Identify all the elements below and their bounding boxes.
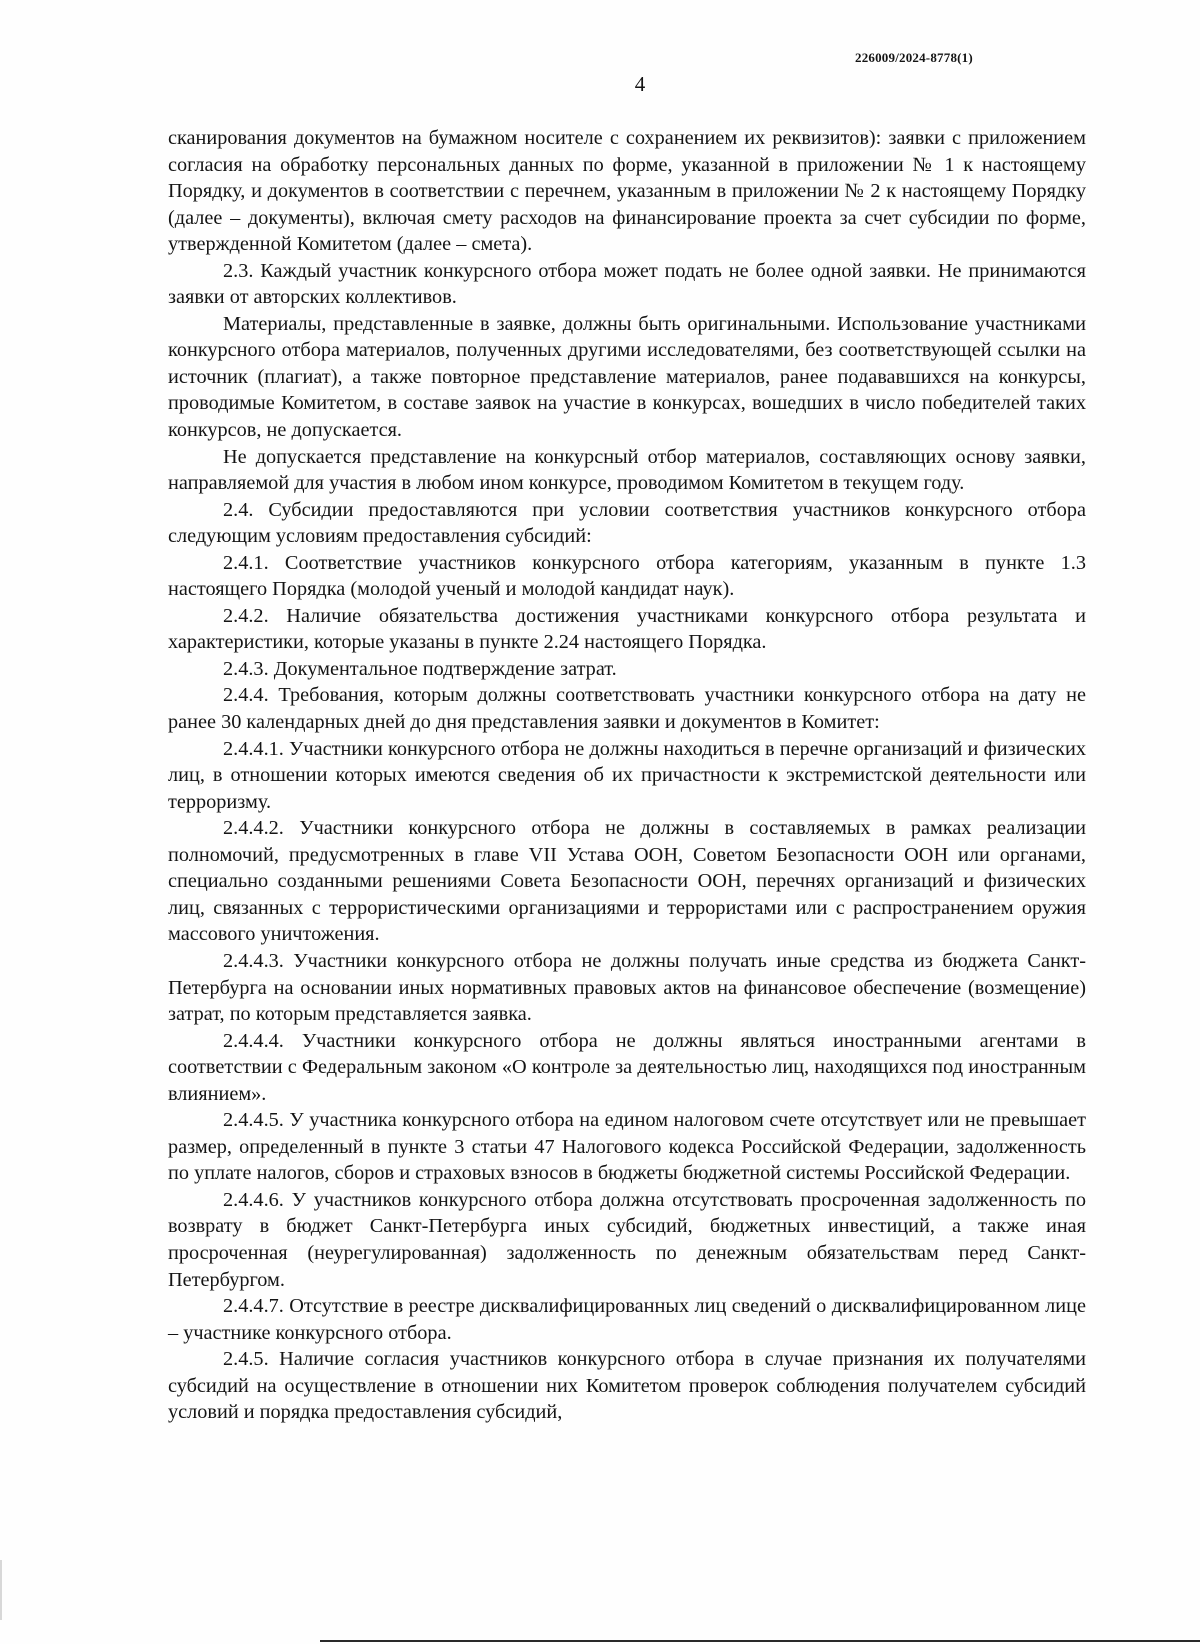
document-registration-number: 226009/2024-8778(1) — [855, 50, 973, 65]
document-body — [168, 125, 1086, 1426]
paragraph-2-4-4-6: 2.4.4.6. У участников конкурсного отбора должна отсутствовать просроченная задолженность по возврату в бюджет Санкт-Петербурга иных субсидий, бюджетных инвестиций, а также иная просроченная (неурегулированная) задолженность по денежным обязательствам перед Санкт-Петербургом. — [168, 1188, 1086, 1291]
paragraph-2-4-5: 2.4.5. Наличие согласия участников конкурсного отбора в случае признания их получателями субсидий на осуществление в отношении них Комитетом проверок соблюдения получателем субсидий условий и порядка предоставления субсидий, — [168, 1348, 1086, 1424]
paragraph-2-4-4-2: 2.4.4.2. Участники конкурсного отбора не должны в составляемых в рамках реализации полномочий, предусмотренных в главе VII Устава ООН, Советом Безопасности ООН или органами, специально созданными решениями Совета Безопасности ООН, перечнях организаций и физических лиц, связанных с террористическими организациями и террористами или с распространением оружия массового уничтожения. — [168, 817, 1086, 946]
page-number: 4 — [634, 72, 646, 96]
scan-edge-mark — [0, 1560, 2, 1620]
paragraph-2-4: 2.4. Субсидии предоставляются при условии соответствия участников конкурсного отбора следующим условиям предоставления субсидий: — [168, 498, 1086, 548]
paragraph-2-4-1: 2.4.1. Соответствие участников конкурсного отбора категориям, указанным в пункте 1.3 настоящего Порядка (молодой ученый и молодой кандидат наук). — [168, 551, 1086, 601]
paragraph-2-3: 2.3. Каждый участник конкурсного отбора может подать не более одной заявки. Не принимаются заявки от авторских коллективов. — [168, 259, 1086, 309]
paragraph-2-4-2: 2.4.2. Наличие обязательства достижения участниками конкурсного отбора результата и характеристики, которые указаны в пункте 2.24 настоящего Порядка. — [168, 604, 1086, 654]
paragraph-no-duplicate-submission: Не допускается представление на конкурсный отбор материалов, составляющих основу заявки, направляемой для участия в любом ином конкурсе, проводимом Комитетом в текущем году. — [168, 445, 1086, 495]
paragraph-2-4-4-3: 2.4.4.3. Участники конкурсного отбора не должны получать иные средства из бюджета Санкт-Петербурга на основании иных нормативных правовых актов на финансовое обеспечение (возмещение) затрат, по которым представляется заявка. — [168, 949, 1086, 1026]
paragraph-2-4-4-1: 2.4.4.1. Участники конкурсного отбора не должны находиться в перечне организаций и физических лиц, в отношении которых имеются сведения об их причастности к экстремистской деятельности или терроризму. — [168, 737, 1086, 813]
paragraph-2-4-4: 2.4.4. Требования, которым должны соответствовать участники конкурсного отбора на дату не ранее 30 календарных дней до дня представления заявки и документов в Комитет: — [168, 684, 1086, 734]
paragraph-continuation: сканирования документов на бумажном носителе с сохранением их реквизитов): заявки с приложением согласия на обработку персональных данных по форме, указанной в приложении № 1 к настоящему Порядку, и документов в соответствии с перечнем, указанным в приложении № 2 к настоящему Порядку (далее – документы), включая смету расходов на финансирование проекта за счет субсидии по форме, утвержденной Комитетом (далее – смета). — [168, 127, 1086, 256]
paragraph-2-4-4-5: 2.4.4.5. У участника конкурсного отбора на едином налоговом счете отсутствует или не превышает размер, определенный в пункте 3 статьи 47 Налогового кодекса Российской Федерации, задолженность по уплате налогов, сборов и страховых взносов в бюджеты бюджетной системы Российской Федерации. — [168, 1109, 1086, 1185]
paragraph-2-4-4-7: 2.4.4.7. Отсутствие в реестре дисквалифицированных лиц сведений о дисквалифицированном лице – участнике конкурсного отбора. — [168, 1295, 1086, 1344]
page-bottom-rule — [320, 1640, 1200, 1642]
paragraph-materials-originality: Материалы, представленные в заявке, должны быть оригинальными. Использование участниками конкурсного отбора материалов, полученных другими исследователями, без соответствующей ссылки на источник (плагиат), а также повторное представление материалов, ранее подававшихся на конкурсы, проводимые Комитетом, в составе заявок на участие в конкурсах, вошедших в число победителей таких конкурсов, не допускается. — [168, 312, 1086, 442]
paragraph-2-4-4-4: 2.4.4.4. Участники конкурсного отбора не должны являться иностранными агентами в соответствии с Федеральным законом «О контроле за деятельностью лиц, находящихся под иностранным влиянием». — [168, 1029, 1086, 1105]
paragraph-2-4-3: 2.4.3. Документальное подтверждение затрат. — [223, 657, 617, 680]
